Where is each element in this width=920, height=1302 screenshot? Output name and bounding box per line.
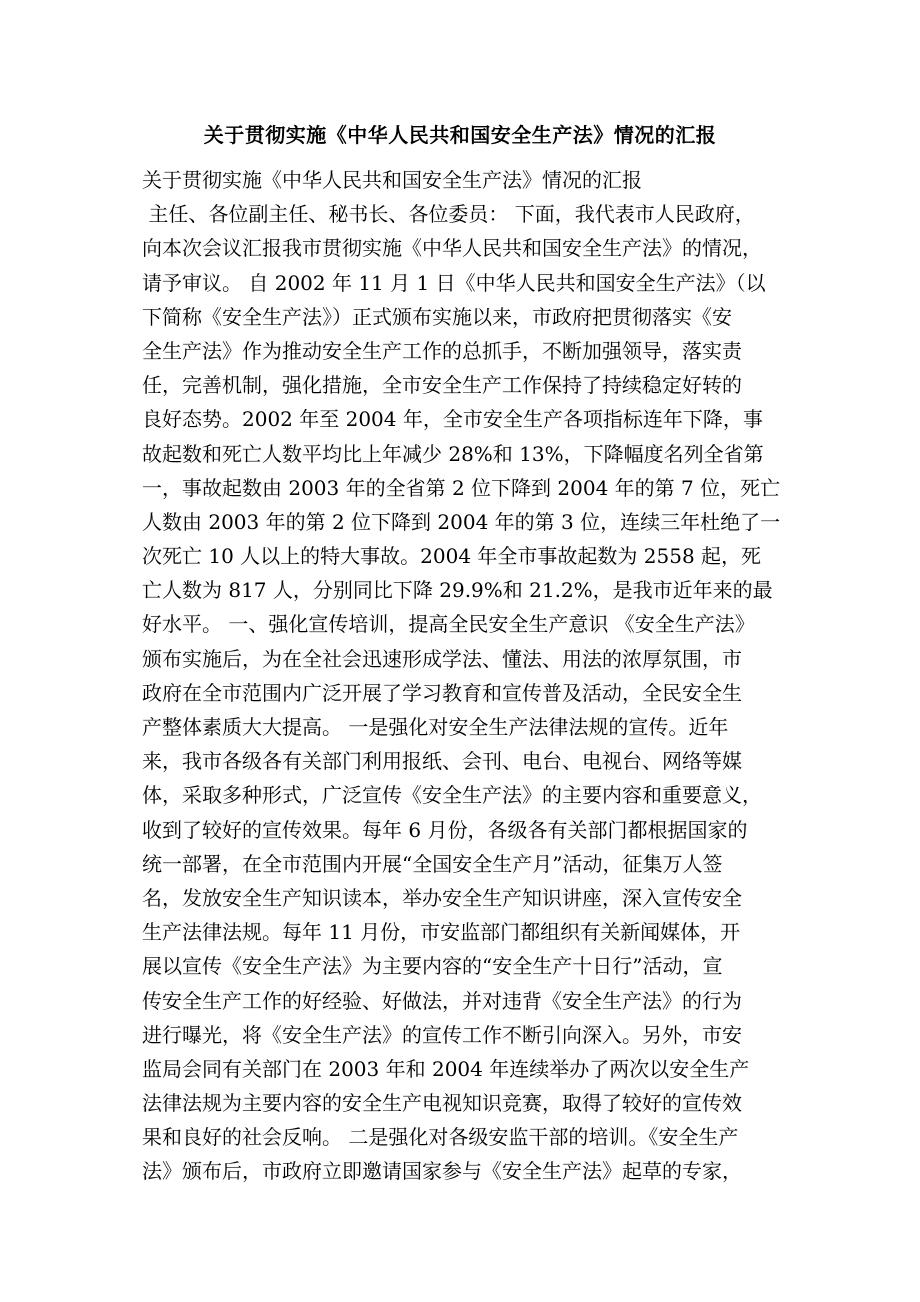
body-line: 体，采取多种形式，广泛宣传《安全生产法》的主要内容和重要意义， [142,783,762,808]
document-title: 关于贯彻实施《中华人民共和国安全生产法》情况的汇报 [203,123,717,147]
body-line: 请予审议。 自 2002 年 11 月 1 日《中华人民共和国安全生产法》（以 [142,270,766,295]
body-line: 次死亡 10 人以上的特大事故。2004 年全市事故起数为 2558 起，死 [142,544,762,569]
body-line: 监局会同有关部门在 2003 年和 2004 年连续举办了两次以安全生产 [142,1056,750,1081]
body-line: 来，我市各级各有关部门利用报纸、会刊、电台、电视台、网络等媒 [142,749,742,774]
body-line: 全生产法》作为推动安全生产工作的总抓手，不断加强领导，落实责 [142,338,742,363]
body-line: 一，事故起数由 2003 年的全省第 2 位下降到 2004 年的第 7 位，死亡 [142,475,781,500]
document-body [142,163,806,1189]
body-line: 关于贯彻实施《中华人民共和国安全生产法》情况的汇报 [142,168,642,192]
body-line: 任，完善机制，强化措施，全市安全生产工作保持了持续稳定好转的 [142,373,742,398]
body-line: 良好态势。2002 年至 2004 年，全市安全生产各项指标连年下降，事 [142,407,763,432]
body-line: 法》颁布后，市政府立即邀请国家参与《安全生产法》起草的专家， [142,1159,742,1184]
body-line: 进行曝光，将《安全生产法》的宣传工作不断引向深入。另外，市安 [142,1022,742,1047]
body-line: 果和良好的社会反响。 二是强化对各级安监干部的培训。《安全生产 [142,1125,739,1150]
body-line: 人数由 2003 年的第 2 位下降到 2004 年的第 3 位，连续三年杜绝了一 [142,509,781,534]
body-line: 法律法规为主要内容的安全生产电视知识竞赛，取得了较好的宣传效 [142,1091,742,1116]
body-line: 传安全生产工作的好经验、好做法，并对违背《安全生产法》的行为 [142,988,742,1013]
body-line: 亡人数为 817 人，分别同比下降 29.9%和 21.2%，是我市近年来的最 [142,578,773,603]
body-line: 政府在全市范围内广泛开展了学习教育和宣传普及活动，全民安全生 [142,680,742,705]
body-line: 展以宣传《安全生产法》为主要内容的“安全生产十日行”活动，宣 [142,954,723,979]
body-line: 名，发放安全生产知识读本，举办安全生产知识讲座，深入宣传安全 [142,885,742,910]
body-line: 颁布实施后，为在全社会迅速形成学法、懂法、用法的浓厚氛围，市 [142,646,742,671]
body-line: 下简称《安全生产法》）正式颁布实施以来，市政府把贯彻落实《安 [142,304,732,329]
body-line: 好水平。 一、强化宣传培训，提高全民安全生产意识 《安全生产法》 [142,612,755,637]
body-line: 主任、各位副主任、秘书长、各位委员： 下面，我代表市人民政府， [142,202,755,227]
body-line: 统一部署，在全市范围内开展“全国安全生产月”活动，征集万人签 [142,851,723,876]
body-line: 生产法律法规。每年 11 月份，市安监部门都组织有关新闻媒体，开 [142,920,741,945]
body-line: 故起数和死亡人数平均比上年减少 28%和 13%，下降幅度名列全省第 [142,441,764,466]
body-line: 向本次会议汇报我市贯彻实施《中华人民共和国安全生产法》的情况， [142,236,762,261]
body-line: 产整体素质大大提高。 一是强化对安全生产法律法规的宣传。近年 [142,715,729,739]
body-line: 收到了较好的宣传效果。每年 6 月份，各级各有关部门都根据国家的 [142,817,748,842]
